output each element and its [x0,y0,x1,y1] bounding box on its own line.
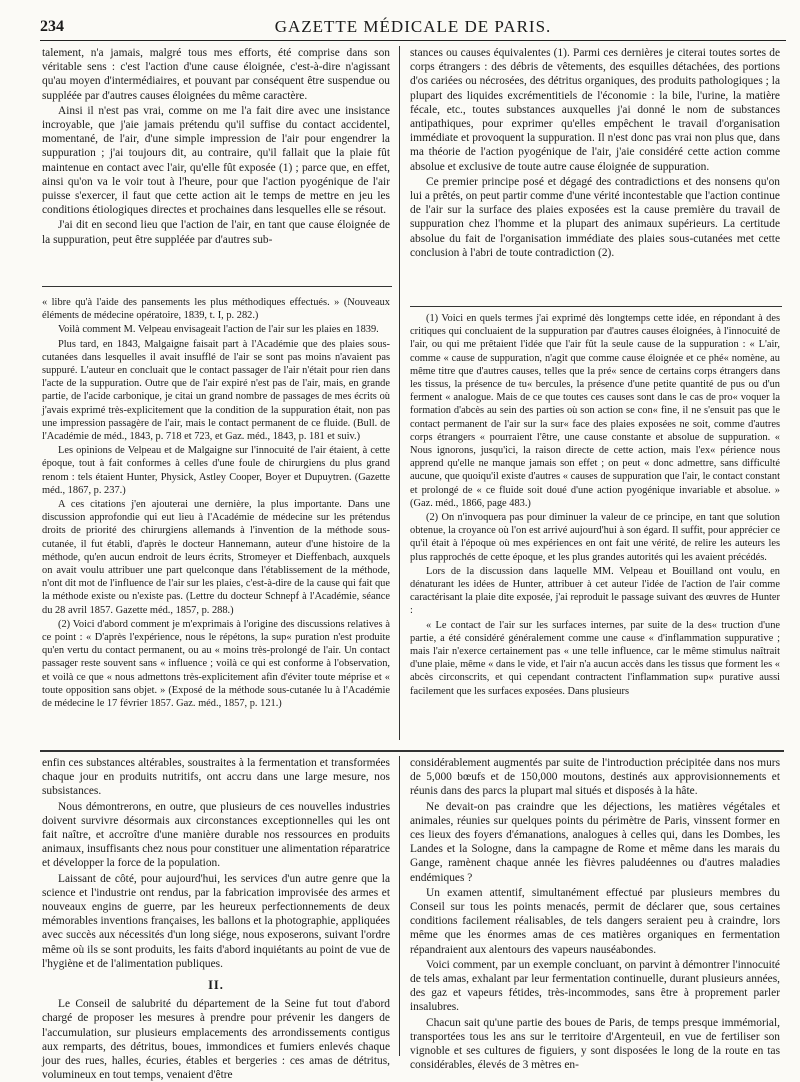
footnote-separator-right [410,306,782,307]
footnote-paragraph: (2) On n'invoquera pas pour diminuer la valeur de ce principe, en tant que solution obtenue, la croyance où l'on est arrivé aujourd'hui à son égard. Il suffit, pour apprécier ce qu'il était à l'époque où mes expériences en ont fait une vérité, de relire les auteurs les plus rapprochés de cette époque, et les plus grandes autorités qui les avaient précédés. [410,512,780,563]
section-heading: II. [208,978,224,993]
paragraph: stances ou causes équivalentes (1). Parmi ces dernières je citerai toutes sortes de corps étrangers : des débris de vêtements, des esquilles détachées, des portions d'os cariées ou nécrosées, des détritus organiques, des produits pathologiques ; la plupart des liquides excrémentitiels de l'économie : la bile, l'urine, la matière fécale, etc., toutes substances auxquelles j'ai donné le nom de substances antipathiques, pour exprimer qu'elles empêchent le travail d'organisation immédiate et provoquent la suppuration. Il n'est donc pas vrai non plus que, dans ma théorie de l'action pyogénique de l'air, j'aie considéré cette action comme absolue et exclusive de toute autre cause éloignée de suppuration. [410,47,780,173]
footnote-paragraph: Voilà comment M. Velpeau envisageait l'action de l'air sur les plaies en 1839. [58,324,379,336]
footnote-paragraph: « libre qu'à l'aide des pansements les plus méthodiques effectués. » (Nouveaux éléments de médecine opératoire, 1839, t. I, p. 282.) [42,297,390,322]
page-number: 234 [40,18,64,35]
page-header [40,14,786,41]
column-divider-bottom [399,756,400,1056]
section-separator [40,750,784,752]
footnote-paragraph: (1) Voici en quels termes j'ai exprimé dès longtemps cette idée, en répondant à des critiques qui concluaient de la suppuration par d'autres causes éloignées, à l'innocuité de l'air, ou qui me prêtaient l'idée que l'air fût la seule cause de la suppuration : « L'air, comme « cause de suppuration, n'agit que comme cause éloignée et ce phé« nomène, au même titre que d'autres causes, telles que la pré« sence de certains corps étrangers dans les tissus, la présence de tu« bercules, la présence d'une petite quantité de pus ou d'un ferment « analogue. Mais de ce que toutes ces causes sont dans le cas de pro« voquer la formation d'abcès au sein des parties où son action se con« fine, il ne s'ensuit pas que le contact permanent de l'air sur la sur« face des plaies exposées ne soit, comme d'autres corps étrangers « pourraient l'être, une cause constante et absolue de suppuration. « Nous ignorons, jusqu'ici, la raison directe de cette action, mais l'ex« périence nous apprend qu'elle ne manque jamais son effet ; on peut « donc admettre, sans difficulté aucune, que quoiqu'il existe d'autres « causes de suppuration que l'air, le contact constant et prolongé de « ce fluide soit doué d'une action pyogénique invariable et absolue. » (Gaz. méd., 1866, page 483.) [410,313,780,509]
paragraph: J'ai dit en second lieu que l'action de l'air, en tant que cause éloignée de la suppuration, peut être suppléée par d'autres sub- [42,219,390,246]
footnote-paragraph: Les opinions de Velpeau et de Malgaigne sur l'innocuité de l'air étaient, à cette époque, tout à fait conformes à celles d'une foule de chirurgiens du plus grand renom : tels étaient Hunter, Physick, Astley Cooper, Boyer et Dupuytren. (Gazette méd., 1867, p. 237.) [42,445,390,496]
paragraph: Ainsi il n'est pas vrai, comme on me l'a fait dire avec une insistance incroyable, que j'aie jamais prétendu qu'il suffise du contact accidentel, momentané, de l'air, d'une simple impression de l'air pour engendrer la suppuration ; j'ai toujours dit, au contraire, qu'il fallait que la plaie fût maintenue en contact avec l'air, qu'elle fût exposée (1) ; parce que, en effet, ainsi qu'on va le voir tout à l'heure, pour que l'action pyogénique de l'air puisse s'exercer, il faut que cette action ait le temps de mettre en jeu les conditions étiologiques directes et prochaines dans lesquelles elle se résout. [42,104,390,217]
paragraph: Ce premier principe posé et dégagé des contradictions et des nonsens qu'on lui a prêtés, on peut partir comme d'une vérité incontestable que l'action continue de l'air sur la surface des plaies exposées est la cause première du travail de suppuration chez l'homme et la plupart des animaux supérieurs. La certitude absolue du fait de l'organisation immédiate des plaies sous-cutanées met cette conclusion à l'abri de toute contradiction (2). [410,175,780,259]
footnote-paragraph: Plus tard, en 1843, Malgaigne faisait part à l'Académie que des plaies sous-cutanées dans lesquelles il avait insufflé de l'air se sont pas moins n'avaient pas suppuré. L'auteur en concluait que le contact passager de l'air n'était pour rien dans l'acte de la suppuration. Outre que de l'air expiré n'est pas de l'air, mais, en grande partie, de l'acide carbonique, je citai un grand nombre de passages de mes écrits où j'avais exprimé très-explicitement que la condition de la suppuration était, non pas une impression passagère de l'air, mais le contact permanent de ce fluide. (Bull. de l'Académie de méd., 1843, p. 718 et 723, et Gaz. méd., 1843, p. 181 et suiv.) [42,338,390,443]
paragraph: Voici comment, par un exemple concluant, on parvint à démontrer l'innocuité de tels amas, exhalant par leur fermentation continuelle, durant plusieurs années, des gaz et vapeurs fétides, très-incommodes, sans être à proprement parler insalubres. [410,958,780,1014]
footnotes-left [42,296,390,740]
footnote-paragraph: A ces citations j'en ajouterai une dernière, la plus importante. Dans une discussion approfondie qui eut lieu à l'Académie de médecine sur les prétendus droits de priorité des chirurgiens allemands à l'invention de la méthode sous-cutanée, il fut établi, d'après le docteur Hannemann, auteur d'une histoire de la méthode, qu'en aucun endroit de leurs écrits, Stromeyer et Dieffenbach, auxquels on avait voulu attribuer une part quelconque dans l'établissement de la méthode, n'ont dit mot de l'influence de l'air sur les plaies, c'est-à-dire de la cause qui fait que la méthode existe ou n'existe pas. (Lettre du docteur Schnepf à l'Académie, séance du 28 avril 1857. Gazette méd., 1857, p. 288.) [42,499,390,616]
paragraph: Un examen attentif, simultanément effectué par plusieurs membres du Conseil sur tous les points menacés, permit de déclarer que, sous certaines conditions facilement réalisables, de tels dangers seraient peu à craindre, lors même que les énormes amas de ces matières organiques en fermentation répandraient aux alentours des vapeurs nauséabondes. [410,886,780,956]
footnote-paragraph: « Le contact de l'air sur les surfaces internes, par suite de la des« truction d'une partie, a été considéré généralement comme une cause « d'inflammation suppurative ; mais l'air n'exerce certainement pas « une telle influence, car le même stimulus naîtrait d'une plaie, même « dans le vide, et l'air n'a aucun accès dans les tissus que forment les « abcès circonscrits, et qui cependant contractent l'inflammation sup« purative aussi facilement que les surfaces exposées. Dans plusieurs [410,619,780,697]
paragraph: Laissant de côté, pour aujourd'hui, les services d'un autre genre que la science et l'industrie ont rendus, par la fabrication improvisée des armes et nouveaux engins de guerre, par les heureux perfectionnements de deux mémorables inventions françaises, les ballons et la photographie, appliquées avec succès aux nécessités d'un long siége, nous exposerons, suivant l'ordre même où ils se sont produits, les faits d'abord inquiétants au point de vue de l'hygiène et de l'alimentation publiques. [42,872,390,970]
paragraph: considérablement augmentés par suite de l'introduction précipitée dans nos murs de 5,000 bœufs et de 150,000 moutons, destinés aux approvisionnements et réunis dans des parcs la plupart mal situés et disposés à la hâte. [410,757,780,798]
paragraph: enfin ces substances altérables, soustraites à la fermentation et transformées chaque jour en produits nutritifs, ont accru dans une large mesure, nos subsistances. [42,757,390,798]
paragraph: Le Conseil de salubrité du département de la Seine fut tout d'abord chargé de proposer les mesures à prendre pour prévenir les dangers de l'accumulation, sur plusieurs emplacements des arrondissements contigus aux remparts, des détritus, boues, immondices et fumiers enlevés chaque jour des rues, halles, écuries, étables et bergeries : ces amas de détritus, volumineux en tout temps, venaient d'être [42,998,390,1082]
paragraph: Chacun sait qu'une partie des boues de Paris, de temps presque immémorial, transportées tous les ans sur le territoire d'Argenteuil, en vue de fertiliser son vignoble et ses cultures de figuiers, y sont disposées le long de la route en tas considérables, élevés de 3 mètres en- [410,1016,780,1072]
paragraph: Ne devait-on pas craindre que les déjections, les matières végétales et animales, réunies sur quelques points du périmètre de Paris, vinssent former en ces lieux des foyers d'émanations, analogues à celles qui, dans les Dombes, les Landes et la Sologne, dans la campagne de Rome et même dans les marais du Gange, ramènent chaque année les fièvres paludéennes ou d'autres maladies endémiques ? [410,800,780,884]
journal-title: GAZETTE MÉDICALE DE PARIS. [274,17,552,36]
paragraph: talement, n'a jamais, malgré tous mes efforts, été comprise dans son véritable sens : c'est l'action d'une cause éloignée, c'est-à-dire n'agissant qu'au moyen d'intermédiaires, et pouvant par conséquent être suspendue ou suppléée par d'autres causes éloignées du même caractère. [42,47,390,102]
column-right-bottom [410,756,780,1072]
column-left-bottom [42,756,390,1082]
footnote-separator-left [42,286,392,287]
column-divider [399,46,400,740]
footnote-paragraph: (2) Voici d'abord comment je m'exprimais à l'origine des discussions relatives à ce point : « D'après l'expérience, nous le répétons, la sup« puration n'est produite qu'en vertu du contact permanent, ou au « moins très-prolongé de l'air. Un contact passager reste souvent sans « influence ; voilà ce qui est conforme à l'observation, et voilà ce que « nous admettons très-explicitement afin d'éviter toute méprise et « toute opposition sans objet. » (Exposé de la méthode sous-cutanée lu à l'Académie de médecine le 17 février 1857. Gaz. méd., 1857, p. 121.) [42,618,390,710]
column-right-top [410,46,780,304]
footnote-paragraph: Lors de la discussion dans laquelle MM. Velpeau et Bouilland ont voulu, en dénaturant les idées de Hunter, attribuer à cet auteur l'idée de l'action de l'air comme caractérisant la plaie dite exposée, j'ai reproduit le passage suivant des œuvres de Hunter : [410,565,780,617]
column-left-top [42,46,390,260]
paragraph: Nous démontrerons, en outre, que plusieurs de ces nouvelles industries doivent survivre désormais aux circonstances exceptionnelles qui les ont fait naître, et accroître d'une manière durable nos ressources en produits animaux, insuffisants chez nous pour constituer une alimentation réparatrice et développer la force de la population. [42,800,390,870]
footnotes-right [410,312,780,748]
